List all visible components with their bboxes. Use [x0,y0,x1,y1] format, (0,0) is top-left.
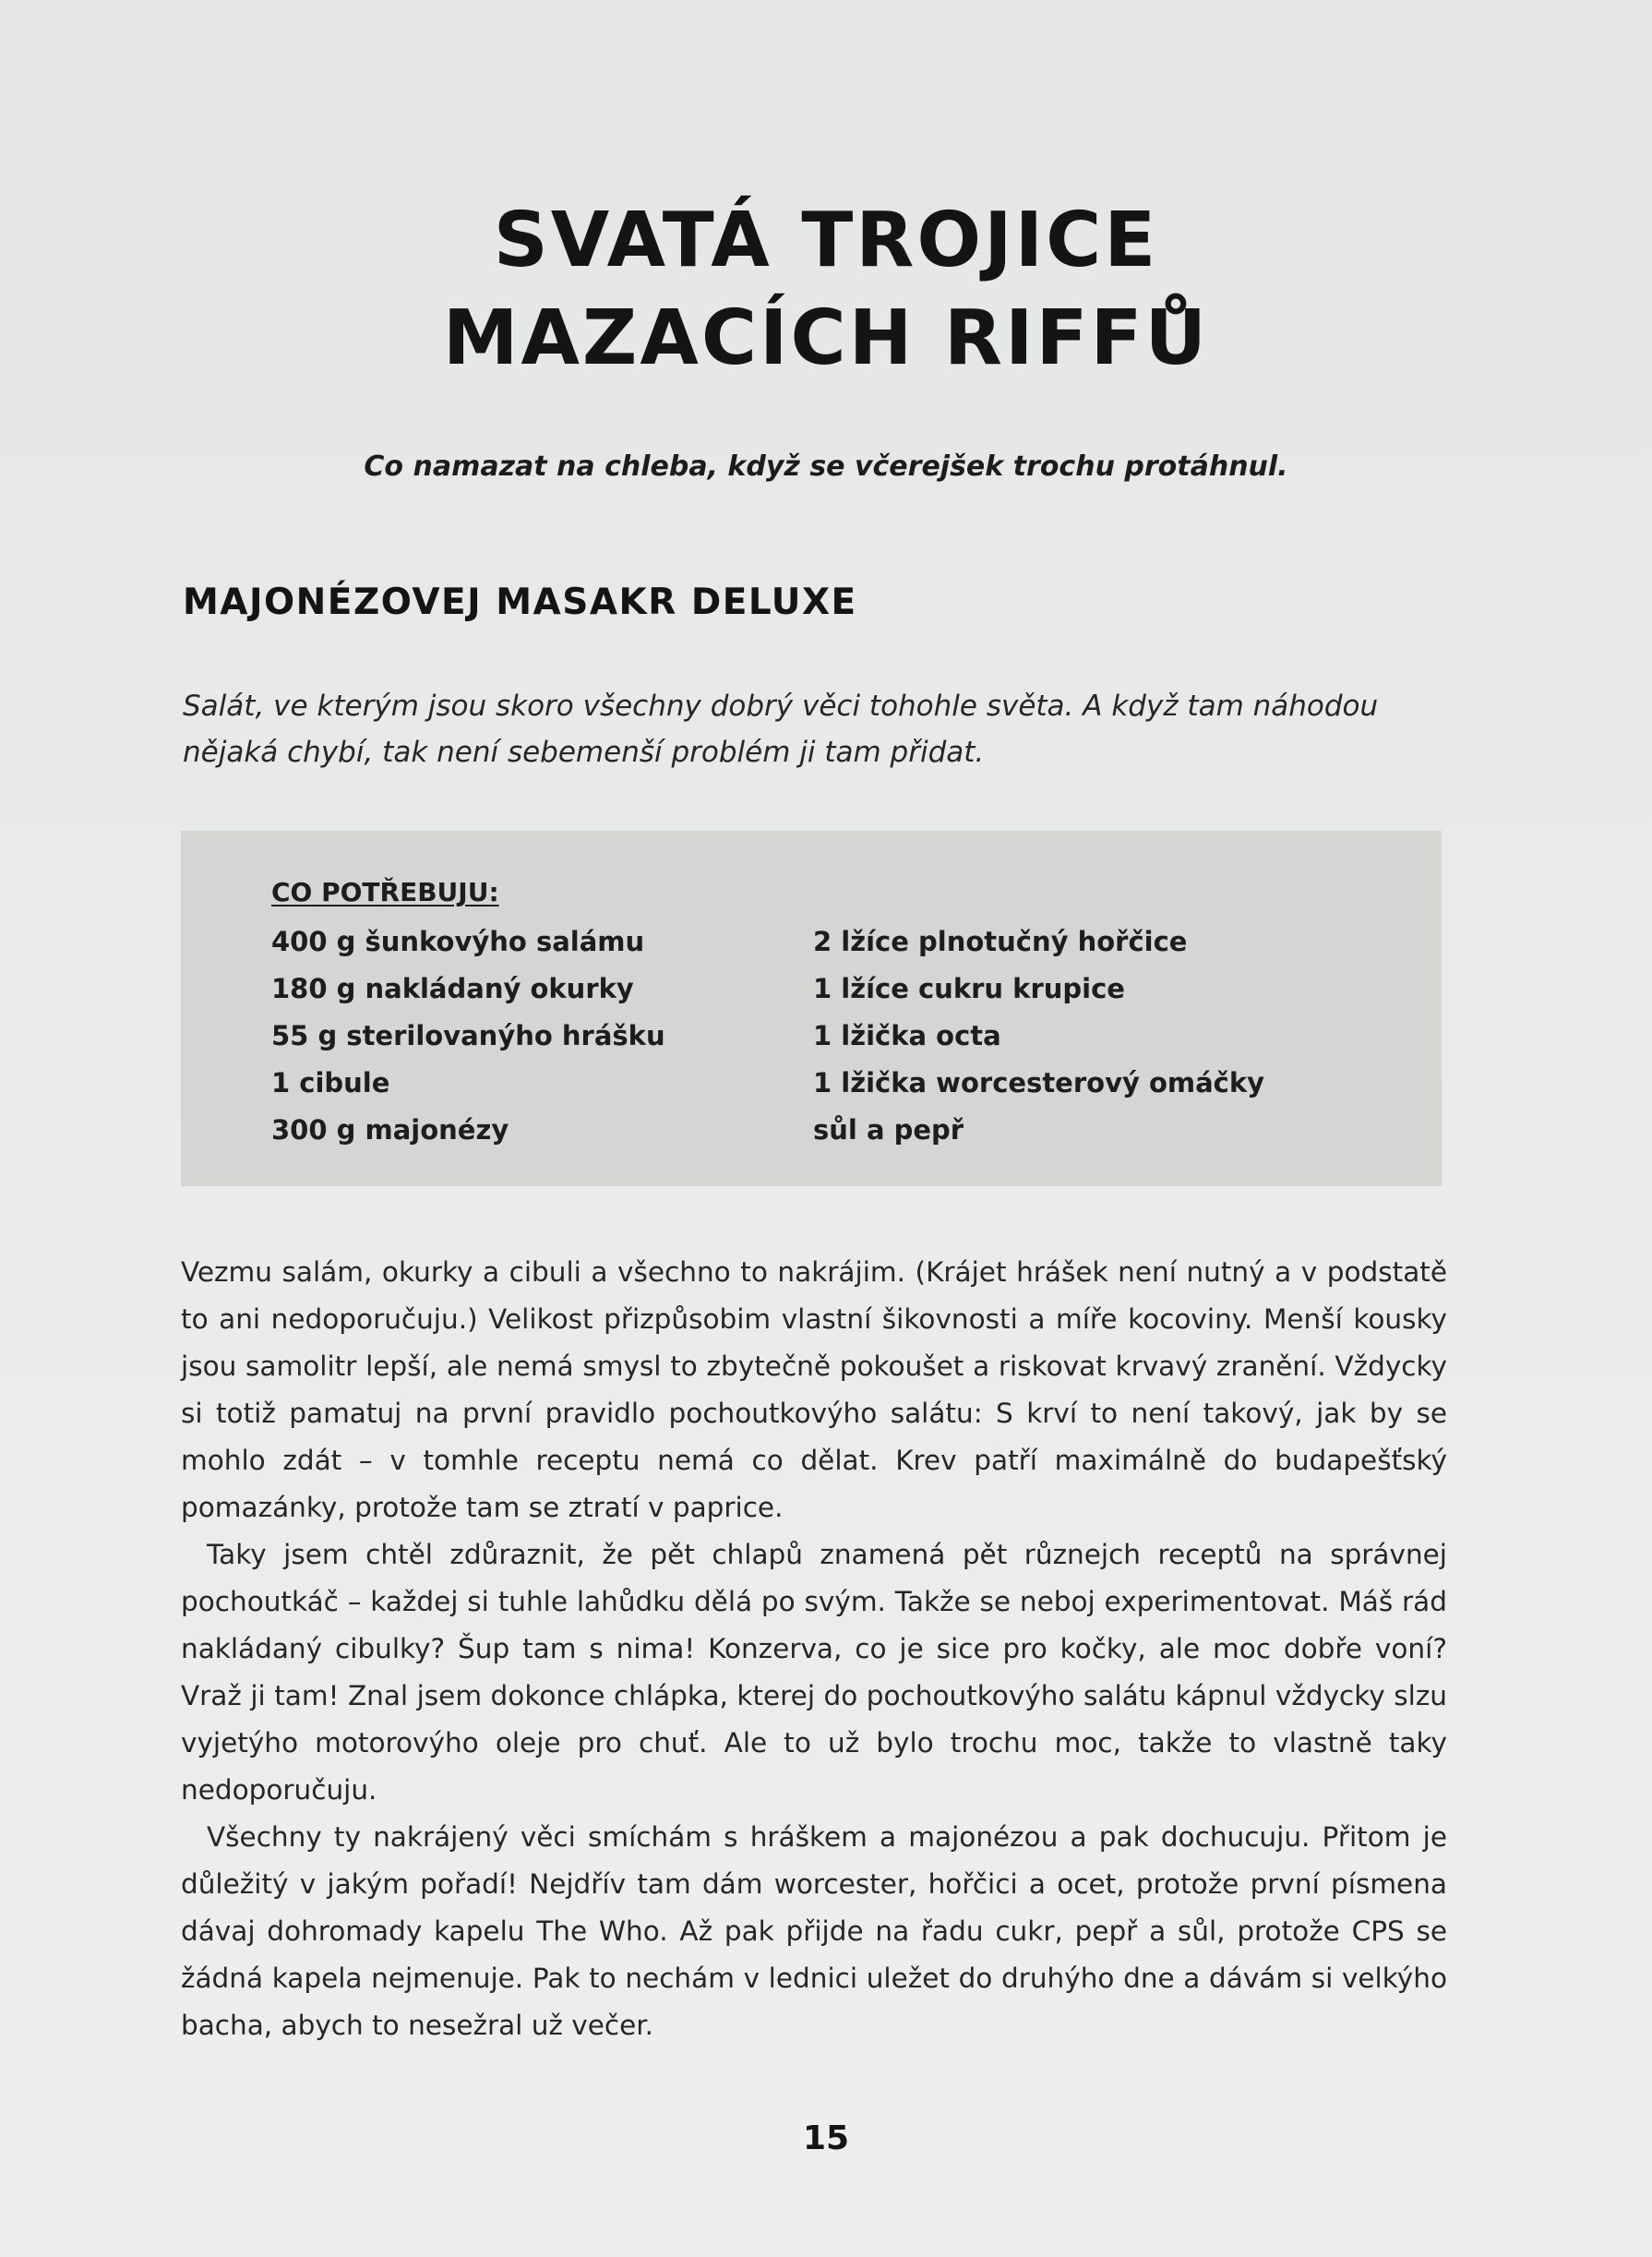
instruction-paragraph: Taky jsem chtěl zdůraznit, že pět chlapů znamená pět různejch receptů na správnej pochoutkáč – každej si tuhle lahůdku dělá po svým. Takže se neboj experimentovat. Máš rád nakládaný cibulky? Šup tam s nima! Konzerva, co je sice pro kočky, ale moc dobře voní? Vraž ji tam! Znal jsem dokonce chlápka, kterej do pochoutkovýho salátu kápnul vždycky slzu vyjetýho motorovýho oleje pro chuť. Ale to už bylo trochu moc, takže to vlastně taky nedoporučuju. [181,1539,1447,1806]
page-title-line-2: MAZACÍCH RIFFŮ [442,294,1210,382]
page-title [0,192,1652,388]
ingredient-item: sůl a pepř [813,1114,964,1146]
ingredients-box [181,831,1442,1186]
ingredient-item: 1 lžička worcesterový omáčky [813,1067,1265,1098]
ingredient-item: 2 lžíce plnotučný hořčice [813,926,1188,957]
page-subtitle: Co namazat na chleba, když se včerejšek trochu protáhnul. [364,450,1288,483]
ingredients-list-left [271,918,665,1154]
page-title-line-1: SVATÁ TROJICE [493,197,1159,284]
ingredient-item: 300 g majonézy [271,1114,509,1146]
instruction-paragraph: Vezmu salám, okurky a cibuli a všechno to nakrájim. (Krájet hrášek není nutný a v podstatě to ani nedoporučuju.) Velikost přizpůsobim vlastní šikovnosti a míře kocoviny. Menší kousky jsou samolitr lepší, ale nemá smysl to zbytečně pokoušet a riskovat krvavý zranění. Vždycky si totiž pamatuj na první pravidlo pochoutkovýho salátu: S krví to není takový, jak by se mohlo zdát – v tomhle receptu nemá co dělat. Krev patří maximálně do budapešťský pomazánky, protože tam se ztratí v paprice. [181,1256,1447,1523]
ingredient-item: 55 g sterilovanýho hrášku [271,1020,665,1051]
ingredient-item: 1 lžíce cukru krupice [813,973,1125,1004]
ingredients-heading: CO POTŘEBUJU: [271,877,499,907]
recipe-intro: Salát, ve kterým jsou skoro všechny dobrý věci tohohle světa. A když tam náhodou nějaká chybí, tak není sebemenší problém ji tam přidat. [183,690,1379,769]
instruction-paragraph: Všechny ty nakrájený věci smíchám s hráškem a majonézou a pak dochucuju. Přitom je důležitý v jakým pořadí! Nejdřív tam dám worcester, hořčici a ocet, protože první písmena dávaj dohromady kapelu The Who. Až pak přijde na řadu cukr, pepř a sůl, protože CPS se žádná kapela nejmenuje. Pak to nechám v lednici uležet do druhýho dne a dávám si velkýho bacha, abych to nesežral už večer. [181,1821,1447,2041]
ingredient-item: 400 g šunkovýho salámu [271,926,645,957]
ingredient-item: 180 g nakládaný okurky [271,973,634,1004]
ingredients-list-right [813,918,1264,1154]
recipe-instructions [181,1249,1447,2049]
recipe-title: MAJONÉZOVEJ MASAKR DELUXE [183,582,857,623]
ingredient-item: 1 lžička octa [813,1020,1001,1051]
ingredient-item: 1 cibule [271,1067,390,1098]
page-number: 15 [802,2119,850,2157]
